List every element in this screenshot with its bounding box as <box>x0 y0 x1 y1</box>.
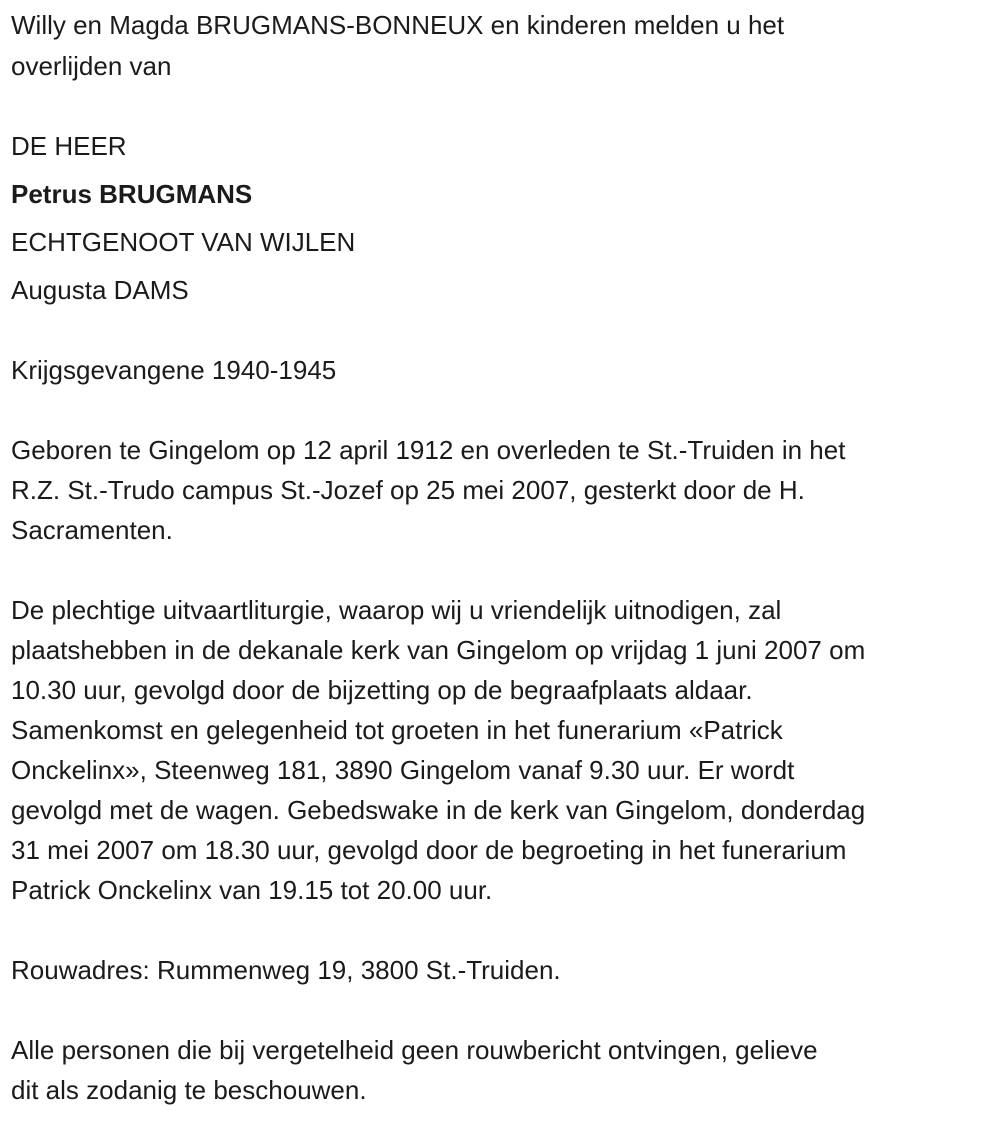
funeral-line: Patrick Onckelinx van 19.15 tot 20.00 uur. <box>11 875 493 905</box>
spouse-name: Augusta DAMS <box>11 275 189 305</box>
intro-line: overlijden van <box>11 51 172 81</box>
deceased-name: Petrus BRUGMANS <box>11 179 253 209</box>
note: Krijgsgevangene 1940-1945 <box>11 355 337 385</box>
funeral-line: De plechtige uitvaartliturgie, waarop wij u vriendelijk uitnodigen, zal <box>11 595 782 625</box>
intro-line: Willy en Magda BRUGMANS-BONNEUX en kinderen melden u het <box>11 10 785 40</box>
birth-death-line: R.Z. St.-Trudo campus St.-Jozef op 25 mei 2007, gesterkt door de H. <box>11 475 805 505</box>
funeral-line: Onckelinx», Steenweg 181, 3890 Gingelom vanaf 9.30 uur. Er wordt <box>11 755 795 785</box>
funeral-line: plaatshebben in de dekanale kerk van Gingelom op vrijdag 1 juni 2007 om <box>11 635 866 665</box>
birth-death-line: Sacramenten. <box>11 515 173 545</box>
closing-line: Alle personen die bij vergetelheid geen rouwbericht ontvingen, gelieve <box>11 1035 818 1065</box>
closing-line: dit als zodanig te beschouwen. <box>11 1075 367 1105</box>
funeral-line: 10.30 uur, gevolgd door de bijzetting op de begraafplaats aldaar. <box>11 675 753 705</box>
birth-death-line: Geboren te Gingelom op 12 april 1912 en overleden te St.-Truiden in het <box>11 435 846 465</box>
funeral-line: gevolgd met de wagen. Gebedswake in de kerk van Gingelom, donderdag <box>11 795 866 825</box>
funeral-line: Samenkomst en gelegenheid tot groeten in het funerarium «Patrick <box>11 715 783 745</box>
mourning-address: Rouwadres: Rummenweg 19, 3800 St.-Truiden. <box>11 955 561 985</box>
spouse-label: ECHTGENOOT VAN WIJLEN <box>11 227 356 257</box>
funeral-line: 31 mei 2007 om 18.30 uur, gevolgd door de begroeting in het funerarium <box>11 835 847 865</box>
title: DE HEER <box>11 131 127 161</box>
